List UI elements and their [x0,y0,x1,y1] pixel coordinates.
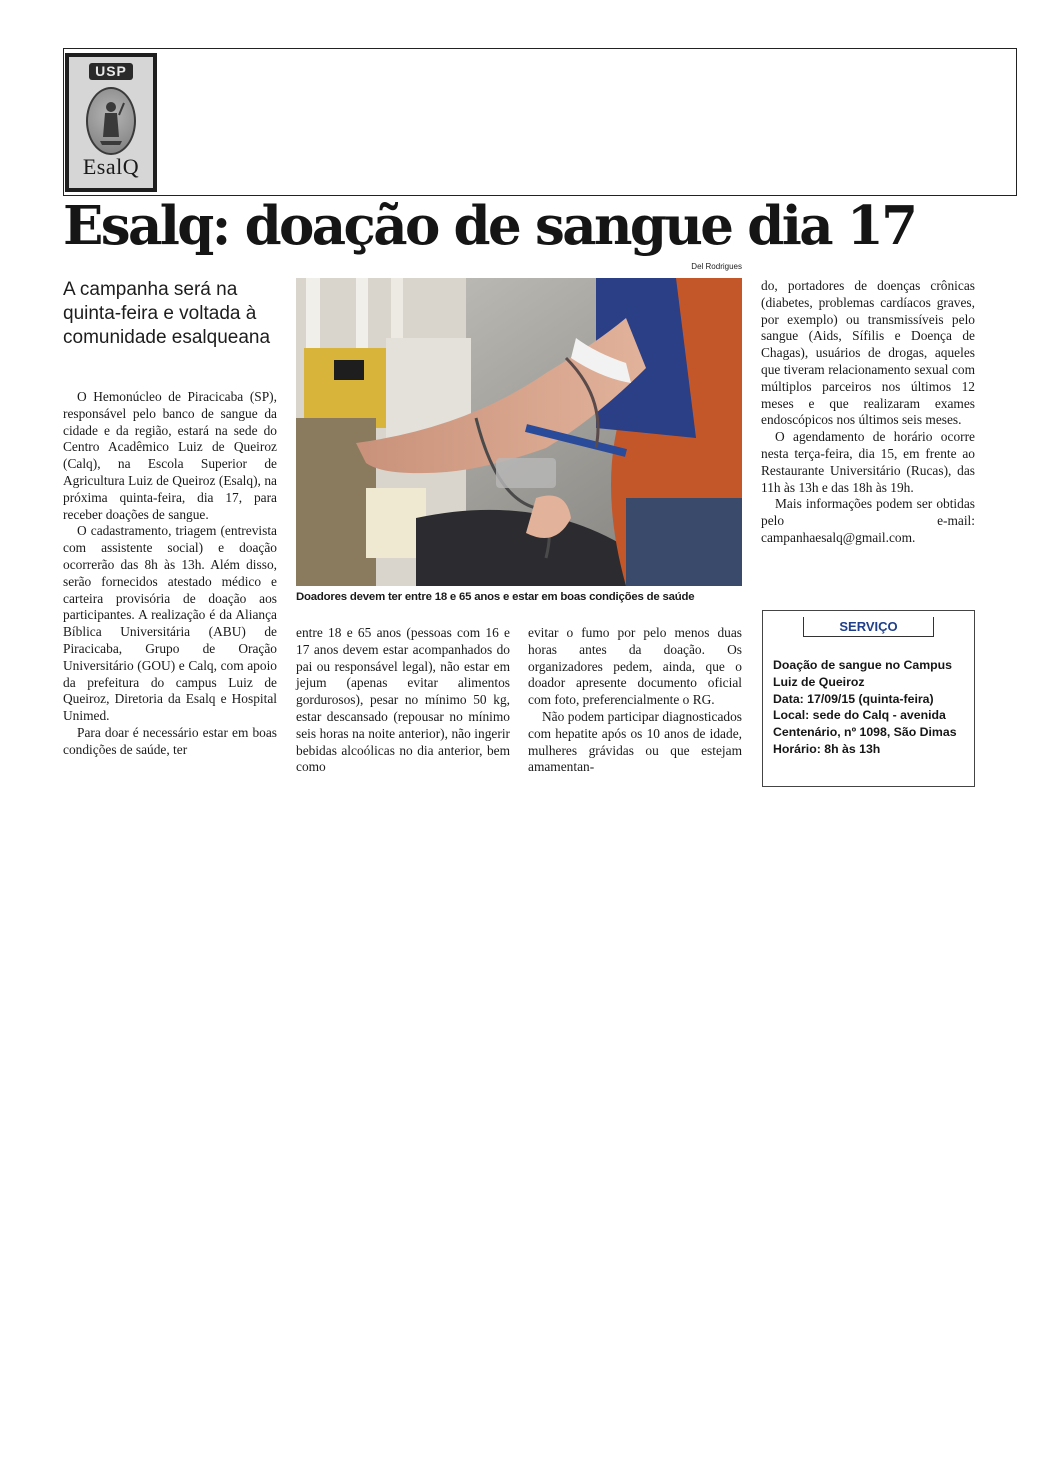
article-column-3 [528,625,742,776]
col1-paragraph: O Hemonúcleo de Piracicaba (SP), responsável pelo banco de sangue da cidade e da região, estará na sede do Centro Acadêmico Luiz de Queiroz (Calq), na Escola Superior de Agricultura Luiz de Queiroz (Esalq), na próxima quinta-feira, dia 17, para receber doações de sangue. [63,389,277,522]
servico-line: Doação de sangue no Campus Luiz de Queiroz [773,658,953,689]
photo-credit: Del Rodrigues [691,262,742,271]
col4-paragraph: O agendamento de horário ocorre nesta terça-feira, dia 15, em frente ao Restaurante Universitário (Rucas), das 11h às 13h e das 18h às 19h. [761,429,975,495]
servico-line: Horário: 8h às 13h [773,741,881,756]
logo-inner [69,57,153,188]
servico-line: Data: 17/09/15 (quinta-feira) [773,691,934,706]
col4-paragraph: Mais informações podem ser obtidas pelo e-mail: campanhaesalq@gmail.com. [761,496,975,545]
header-frame [63,48,1017,196]
subhead: A campanha será na quinta-feira e voltada à comunidade esalqueana [63,279,271,348]
servico-line: Local: sede do Calq - avenida Centenário, nº 1098, São Dimas [773,708,957,740]
col1-paragraph: O cadastramento, triagem (entrevista com assistente social) e doação ocorrerão das 8h às 13h. Além disso, serão fornecidos atestado médico e carteira provisória de doação aos participantes. A realização é da Aliança Bíblica Universitária (ABU) de Piracicaba, Grupo de Oração Universitário (GOU) e Calq, com apoio da prefeitura do campus Luiz de Queiroz, Diretoria da Esalq e Hospital Unimed. [63,523,277,724]
col3-paragraph: evitar o fumo por pelo menos duas horas antes da doação. Os organizadores pedem, ainda, que o doador apresente documento oficial com foto, preferencialmente o RG. [528,625,742,708]
col3-paragraph: Não podem participar diagnosticados com hepatite após os 10 anos de idade, mulheres grávidas ou que estejam amamentan- [528,708,742,775]
article-column-2 [296,625,510,776]
article-column-1 [63,389,277,759]
col4-paragraph: do, portadores de doenças crônicas (diabetes, problemas cardíacos graves, por exemplo) ou transmissíveis pelo sangue (Aids, Sífilis e Doença de Chagas), usuários de drogas, aqueles que tiveram relacionamento sexual com múltiplos parceiros nos últimos 12 meses e que realizaram exames endoscópicos nos últimos seis meses. [761,278,975,428]
logo-esalq-text: EsalQ [82,154,140,179]
photo-illustration [296,278,742,586]
col2-paragraph: entre 18 e 65 anos (pessoas com 16 e 17 anos devem estar acompanhados do pai ou responsável legal), não estar em jejum (apenas evitar alimentos gordurosos), pesar no mínimo 50 kg, estar descansado (repousar no mínimo seis horas na noite anterior), não ingerir bebidas alcoólicas no dia anterior, bem como [296,625,510,775]
photo-caption: Doadores devem ter entre 18 e 65 anos e estar em boas condições de saúde [296,591,695,603]
headline: Esalq: doação de sangue dia 17 [63,195,916,257]
logo-medallion-icon [86,87,136,155]
servico-title: SERVIÇO [803,617,934,637]
blood-donation-photo [296,278,742,586]
logo-usp-text: USP [89,63,133,80]
servico-body [773,657,971,758]
usp-esalq-logo [65,53,157,192]
article-column-4 [761,278,975,547]
col1-paragraph: Para doar é necessário estar em boas condições de saúde, ter [63,724,277,757]
servico-box [762,610,975,787]
